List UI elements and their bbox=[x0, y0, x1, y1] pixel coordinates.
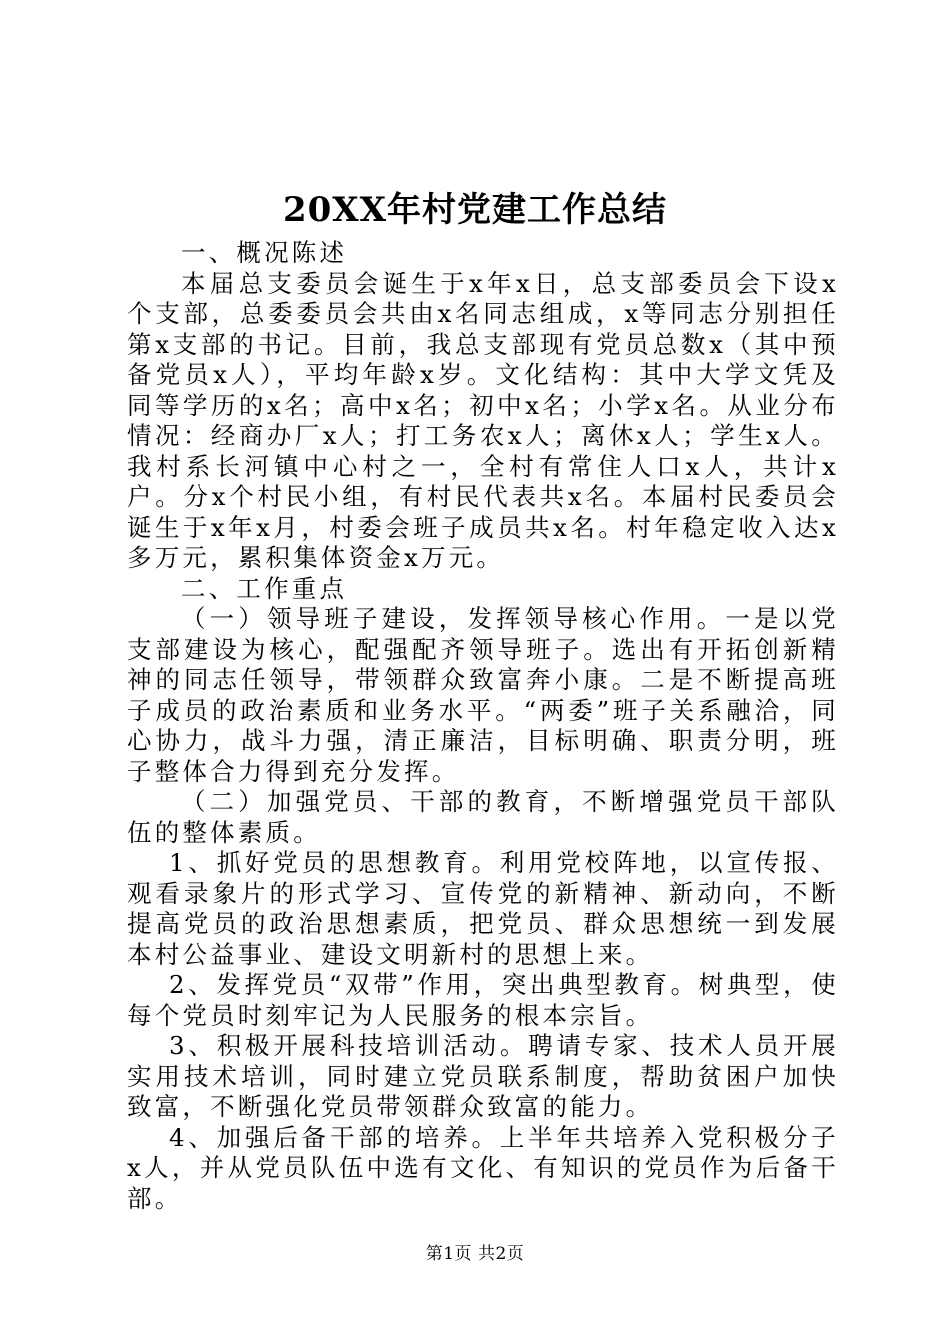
document-body bbox=[127, 238, 839, 1214]
paragraph-item-4: 4、加强后备干部的培养。上半年共培养入党积极分子x人，并从党员队伍中选有文化、有知识的党员作为后备干部。 bbox=[127, 1122, 839, 1213]
document-title: 20XX年村党建工作总结 bbox=[282, 190, 668, 230]
paragraph-leadership: （一）领导班子建设，发挥领导核心作用。一是以党支部建设为核心，配强配齐领导班子。选出有开拓创新精神的同志任领导，带领群众致富奔小康。二是不断提高班子成员的政治素质和业务水平。“两委”班子关系融洽，同心协力，战斗力强，清正廉洁，目标明确、职责分明，班子整体合力得到充分发挥。 bbox=[127, 604, 839, 786]
page-footer: 第1页 共2页 bbox=[425, 1244, 525, 1264]
paragraph-overview: 本届总支委员会诞生于x年x日，总支部委员会下设x个支部，总委委员会共由x名同志组成，x等同志分别担任第x支部的书记。目前，我总支部现有党员总数x（其中预备党员x人），平均年龄x岁。文化结构：其中大学文凭及同等学历的x名；高中x名；初中x名；小学x名。从业分布情况：经商办厂x人；打工务农x人；离休x人；学生x人。我村系长河镇中心村之一，全村有常住人口x人，共计x户。分x个村民小组，有村民代表共x名。本届村民委员会诞生于x年x月，村委会班子成员共x名。村年稳定收入达x多万元，累积集体资金x万元。 bbox=[127, 268, 839, 572]
paragraph-item-2: 2、发挥党员“双带”作用，突出典型教育。树典型，使每个党员时刻牢记为人民服务的根本宗旨。 bbox=[127, 970, 839, 1030]
section-heading-overview: 一、概况陈述 bbox=[181, 238, 348, 267]
paragraph-item-3: 3、积极开展科技培训活动。聘请专家、技术人员开展实用技术培训，同时建立党员联系制度，帮助贫困户加快致富，不断强化党员带领群众致富的能力。 bbox=[127, 1031, 839, 1121]
paragraph-item-1: 1、抓好党员的思想教育。利用党校阵地，以宣传报、观看录象片的形式学习、宣传党的新精神、新动向，不断提高党员的政治思想素质，把党员、群众思想统一到发展本村公益事业、建设文明新村的思想上来。 bbox=[127, 848, 839, 969]
section-heading-work-focus: 二、工作重点 bbox=[181, 573, 348, 603]
paragraph-education-heading: （二）加强党员、干部的教育，不断增强党员干部队伍的整体素质。 bbox=[127, 787, 839, 847]
